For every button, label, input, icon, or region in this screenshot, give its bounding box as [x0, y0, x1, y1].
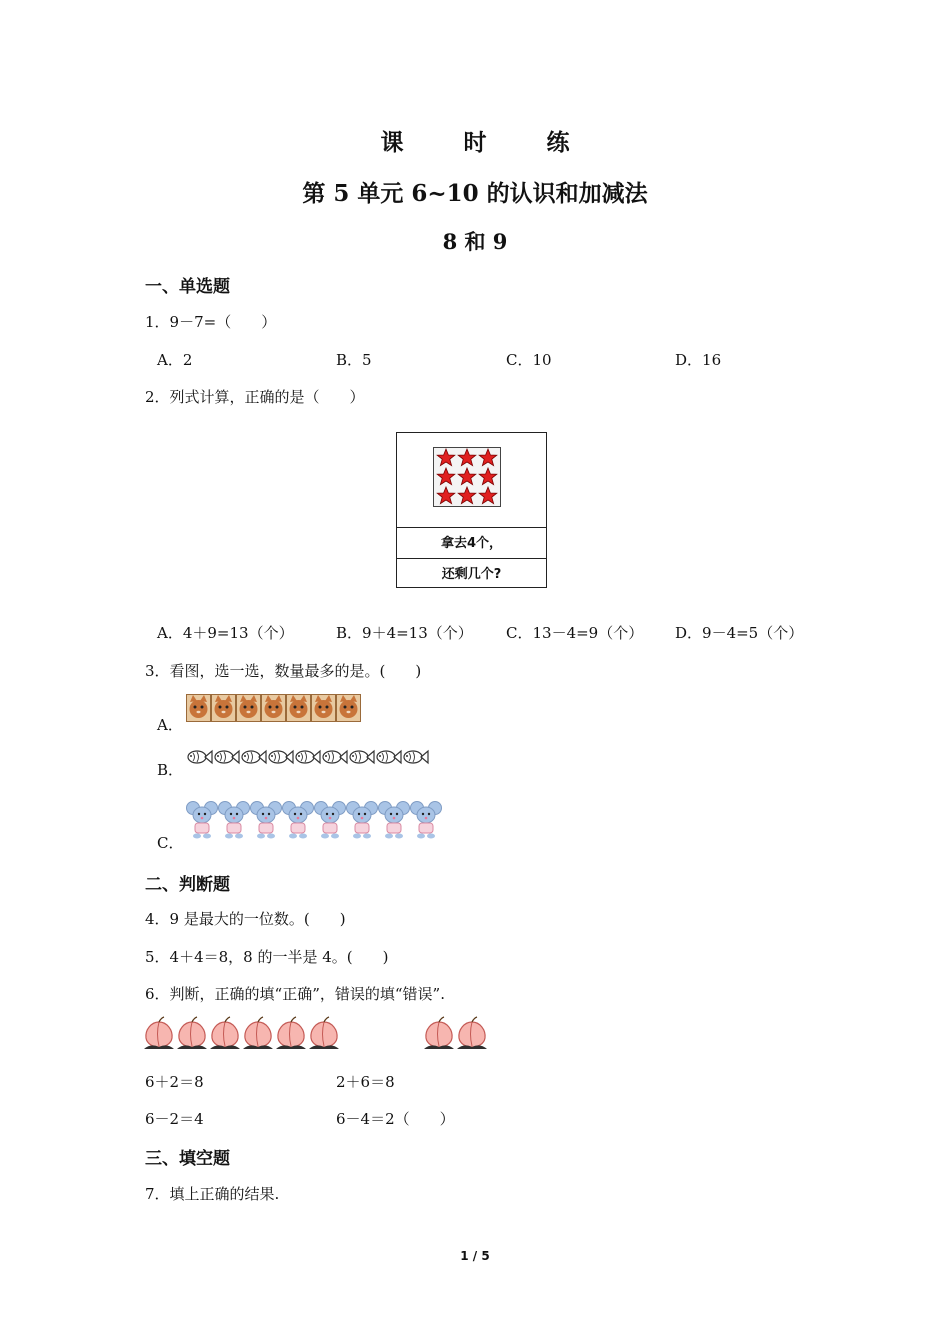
equation-6-minus-2: 6－2＝4: [145, 1110, 204, 1128]
star-icon: [436, 486, 456, 505]
question-2-option-d: D．9－4=5（个）: [675, 624, 804, 642]
mouse-icon: [378, 799, 410, 845]
peach-icon: [275, 1016, 308, 1054]
fish-icon: [267, 747, 294, 771]
mouse-icon: [250, 799, 282, 845]
cat-icon: [311, 694, 336, 726]
fish-icon: [375, 747, 402, 771]
star-grid: [433, 447, 501, 507]
star-icon: [457, 467, 477, 486]
fish-icon: [213, 747, 240, 771]
peach-icon: [209, 1016, 242, 1054]
peach-icon: [308, 1016, 341, 1054]
unit-title: 第 5 单元 6~10 的认识和加减法: [302, 180, 648, 207]
star-icon: [478, 486, 498, 505]
peach-icon: [176, 1016, 209, 1054]
fish-row: [186, 747, 429, 771]
fish-icon: [348, 747, 375, 771]
question-1-option-c: C．10: [506, 351, 552, 369]
question-2-option-a: A．4＋9=13（个）: [157, 624, 294, 642]
question-2-stem: 2．列式计算，正确的是（ ）: [145, 388, 365, 406]
cat-row: [186, 694, 361, 726]
question-1-option-a: A．2: [157, 351, 193, 369]
cat-icon: [236, 694, 261, 726]
peach-group-1: [143, 1016, 341, 1054]
cat-icon: [261, 694, 286, 726]
equation-2-plus-6: 2＋6＝8: [336, 1073, 395, 1091]
cat-icon: [336, 694, 361, 726]
question-3-label-c: C．: [157, 834, 184, 852]
mouse-icon: [410, 799, 442, 845]
star-icon: [457, 486, 477, 505]
section-heading-fill-blank: 三、填空题: [145, 1149, 230, 1169]
fish-icon: [186, 747, 213, 771]
cat-icon: [211, 694, 236, 726]
question-4-stem: 4．9 是最大的一位数。( ): [145, 910, 346, 928]
mouse-icon: [346, 799, 378, 845]
question-3-label-b: B．: [157, 761, 184, 779]
fish-icon: [402, 747, 429, 771]
lesson-title: 8 和 9: [442, 229, 508, 254]
equation-6-plus-2: 6＋2＝8: [145, 1073, 204, 1091]
question-1-option-b: B．5: [336, 351, 372, 369]
peach-icon: [456, 1016, 489, 1054]
star-icon: [478, 467, 498, 486]
cat-icon: [186, 694, 211, 726]
fish-icon: [294, 747, 321, 771]
mouse-icon: [218, 799, 250, 845]
doc-title: 课 时 练: [380, 129, 596, 156]
page-number: 1 / 5: [460, 1249, 490, 1263]
peach-icon: [242, 1016, 275, 1054]
question-5-stem: 5．4＋4＝8，8 的一半是 4。( ): [145, 948, 389, 966]
peach-group-2: [423, 1016, 489, 1054]
question-1-option-d: D．16: [675, 351, 722, 369]
mouse-row: [186, 799, 442, 845]
section-heading-single-choice: 一、单选题: [145, 277, 230, 297]
figure-caption-take-away: 拿去4个，: [397, 527, 546, 559]
fish-icon: [321, 747, 348, 771]
star-icon: [457, 448, 477, 467]
star-icon: [436, 448, 456, 467]
peach-icon: [143, 1016, 176, 1054]
fish-icon: [240, 747, 267, 771]
question-6-stem: 6．判断，正确的填“正确”，错误的填“错误”.: [145, 985, 445, 1003]
star-icon: [436, 467, 456, 486]
mouse-icon: [186, 799, 218, 845]
question-3-stem: 3．看图，选一选，数量最多的是。( ): [145, 662, 422, 680]
question-7-stem: 7．填上正确的结果.: [145, 1185, 280, 1203]
mouse-icon: [314, 799, 346, 845]
question-2-option-b: B．9＋4=13（个）: [336, 624, 473, 642]
question-2-option-c: C．13－4=9（个）: [506, 624, 644, 642]
peach-icon: [423, 1016, 456, 1054]
question-3-label-a: A．: [157, 716, 183, 734]
cat-icon: [286, 694, 311, 726]
mouse-icon: [282, 799, 314, 845]
equation-6-minus-4: 6－4＝2（ ）: [336, 1110, 455, 1128]
question-2-figure: [396, 432, 547, 588]
figure-caption-remaining: 还剩几个?: [397, 558, 546, 590]
section-heading-true-false: 二、判断题: [145, 875, 230, 895]
star-icon: [478, 448, 498, 467]
question-1-stem: 1．9－7=（ ）: [145, 313, 277, 331]
